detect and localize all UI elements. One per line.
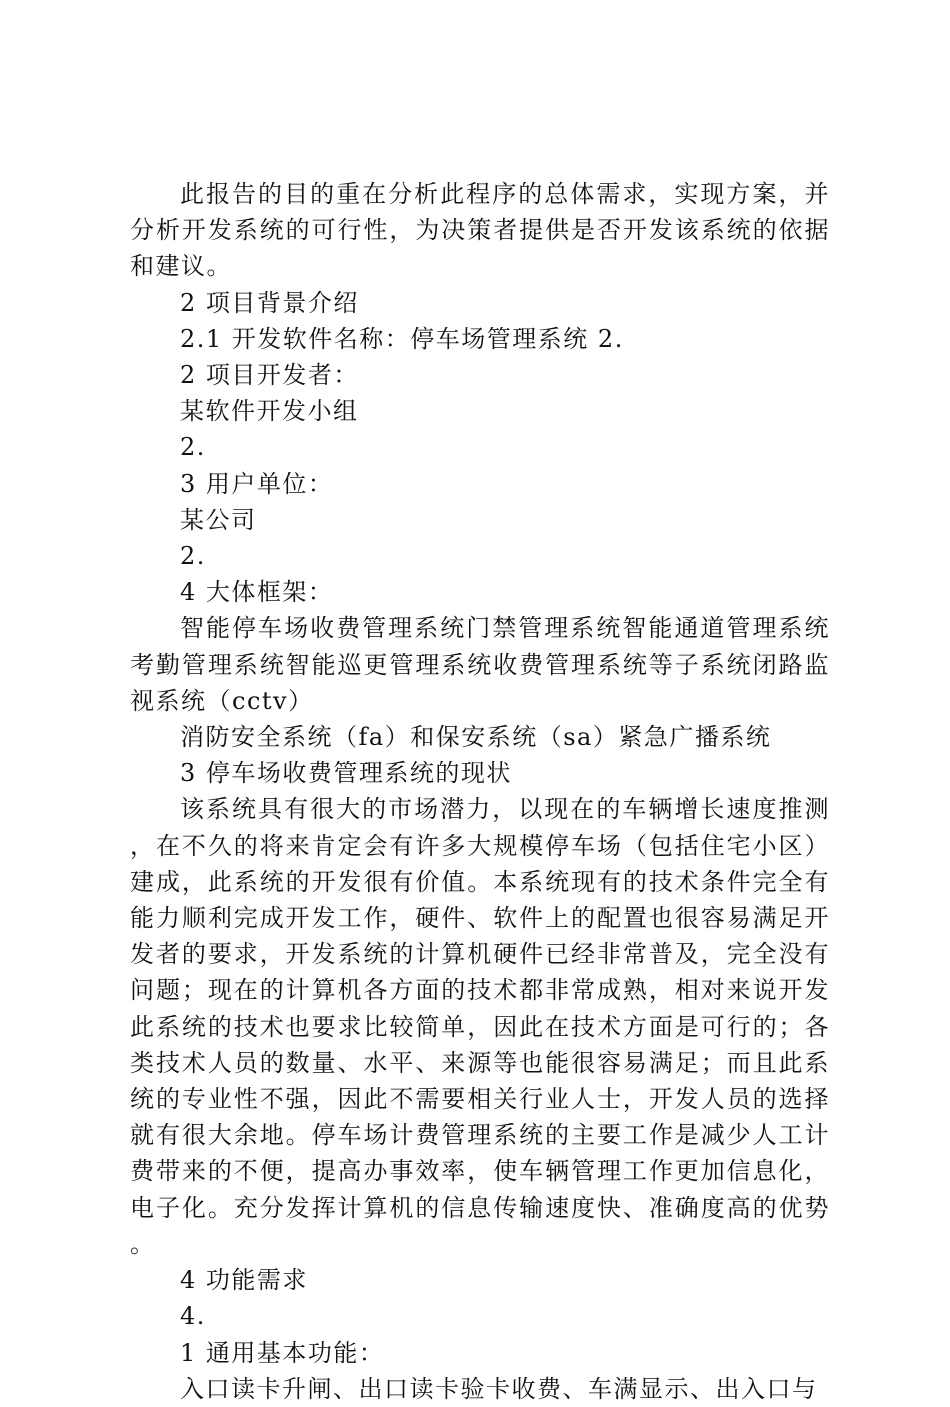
heading-functional-requirements: 4 功能需求 (180, 1266, 308, 1295)
paragraph-section-number: 4. (180, 1302, 206, 1331)
paragraph-framework-label: 4 大体框架： (180, 578, 334, 607)
paragraph-user-unit-label: 3 用户单位： (180, 469, 334, 498)
paragraph-software-name: 2.1 开发软件名称：停车场管理系统 2. (180, 324, 624, 353)
paragraph-basic-functions: 入口读卡升闸、出口读卡验卡收费、车满显示、出入口与 (180, 1374, 818, 1403)
paragraph-section-number: 2. (180, 542, 206, 571)
paragraph-purpose: 此报告的目的重在分析此程序的总体需求，实现方案，并分析开发系统的可行性，为决策者提供是否开发该系统的依据和建议。 (130, 180, 830, 281)
paragraph-user-unit-value: 某公司 (180, 505, 257, 534)
paragraph-fire-security-systems: 消防安全系统（fa）和保安系统（sa）紧急广播系统 (180, 723, 772, 752)
paragraph-developer-value: 某软件开发小组 (180, 397, 359, 426)
paragraph-framework-systems: 智能停车场收费管理系统门禁管理系统智能通道管理系统考勤管理系统智能巡更管理系统收费管理系统等子系统闭路监视系统（cctv） (130, 614, 830, 715)
paragraph-developer-label: 2 项目开发者： (180, 361, 359, 390)
heading-current-status: 3 停车场收费管理系统的现状 (180, 759, 512, 788)
document-body (130, 176, 830, 1407)
paragraph-feasibility: 该系统具有很大的市场潜力，以现在的车辆增长速度推测，在不久的将来肯定会有许多大规模停车场（包括住宅小区）建成，此系统的开发很有价值。本系统现有的技术条件完全有能力顺利完成开发工作，硬件、软件上的配置也很容易满足开发者的要求，开发系统的计算机硬件已经非常普及，完全没有问题；现在的计算机各方面的技术都非常成熟，相对来说开发此系统的技术也要求比较简单，因此在技术方面是可行的；各类技术人员的数量、水平、来源等也能很容易满足；而且此系统的专业性不强，因此不需要相关行业人士，开发人员的选择就有很大余地。停车场计费管理系统的主要工作是减少人工计费带来的不便，提高办事效率，使车辆管理工作更加信息化，电子化。充分发挥计算机的信息传输速度快、准确度高的优势。 (130, 795, 830, 1258)
paragraph-basic-functions-label: 1 通用基本功能： (180, 1338, 385, 1367)
paragraph-section-number: 2. (180, 433, 206, 462)
heading-project-background: 2 项目背景介绍 (180, 288, 359, 317)
